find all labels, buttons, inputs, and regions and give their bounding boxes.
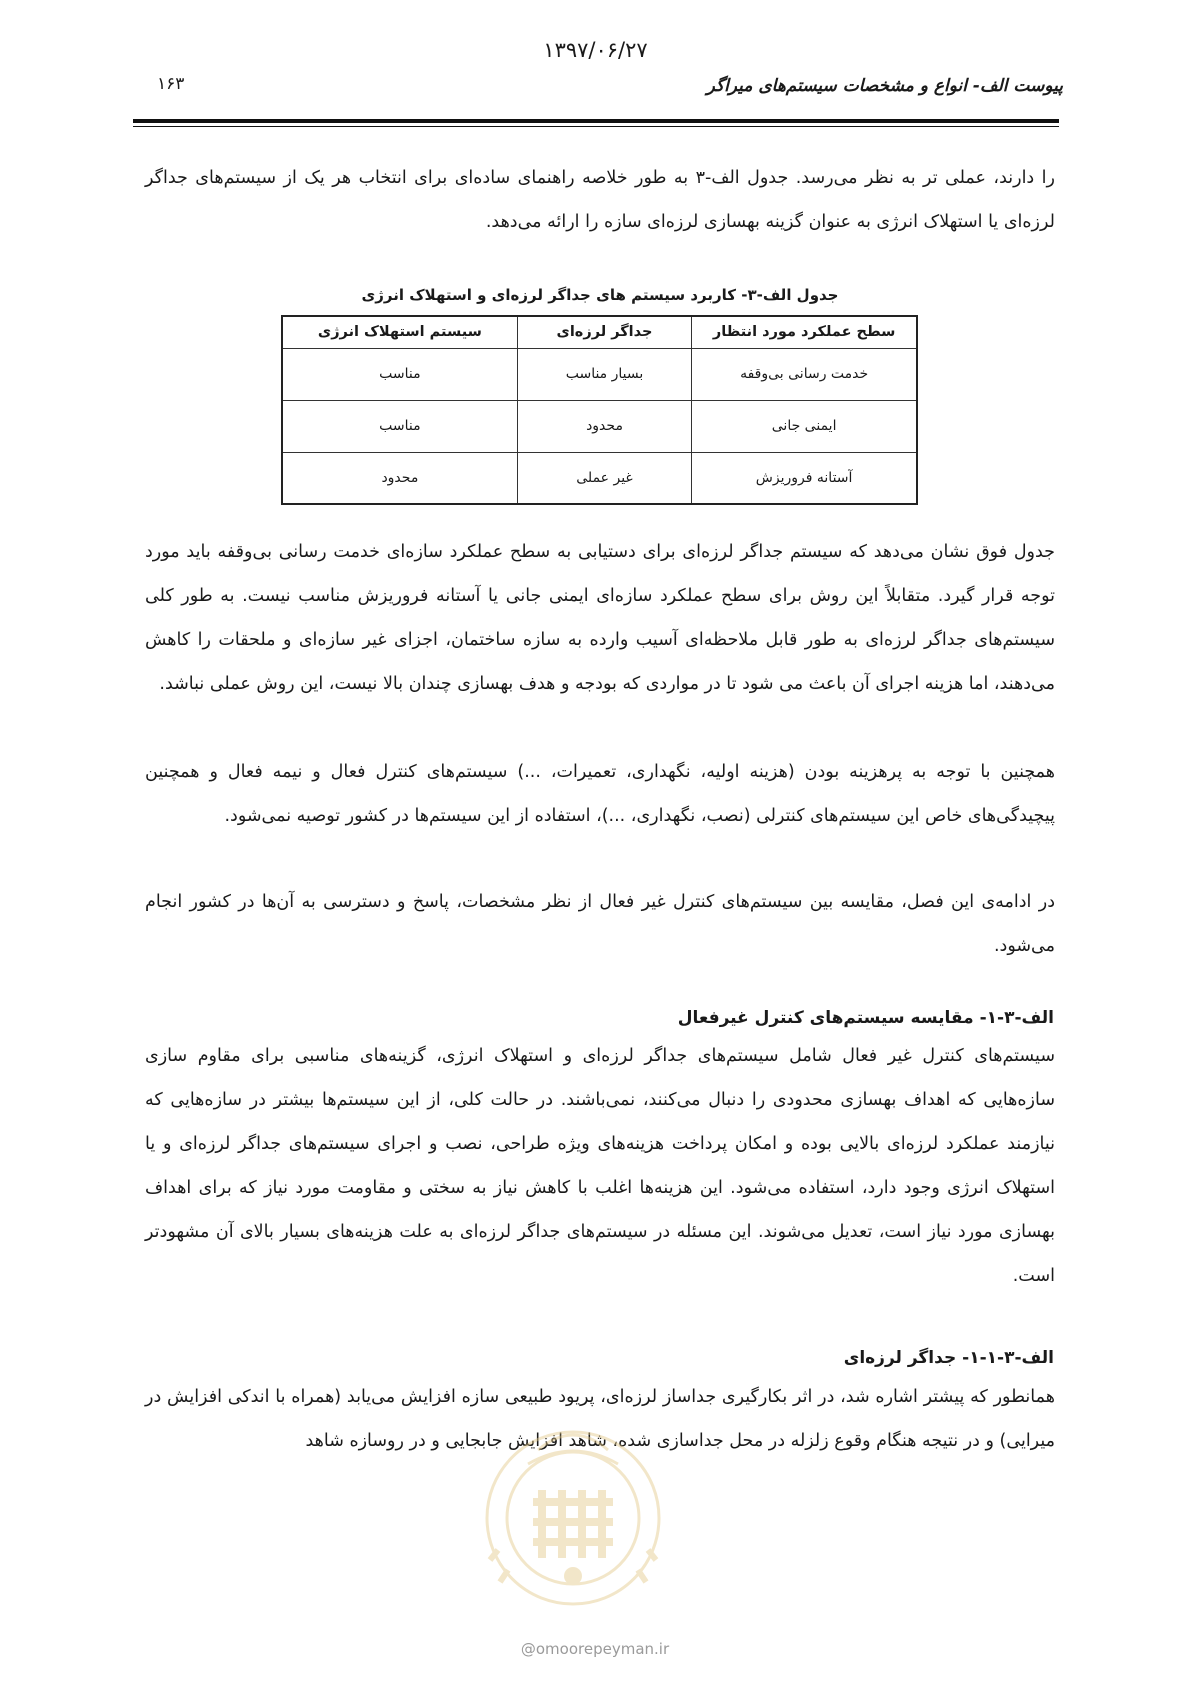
table-header-cell: سطح عملکرد مورد انتظار: [692, 316, 917, 348]
section-heading-passive-comparison: الف-۳-۱- مقایسه سیستم‌های کنترل غیرفعال: [677, 1008, 1054, 1028]
table-cell: محدود: [282, 452, 517, 504]
table-caption: جدول الف-۳- کاربرد سیستم های جداگر لرزه‌ای و استهلاک انرژی: [361, 286, 839, 304]
table-cell: بسیار مناسب: [517, 348, 691, 400]
header-rule-thin: [133, 126, 1059, 127]
table-cell: محدود: [517, 400, 691, 452]
table-cell: غیر عملی: [517, 452, 691, 504]
paragraph-chapter-continuation: در ادامه‌ی این فصل، مقایسه بین سیستم‌های کنترل غیر فعال از نظر مشخصات، پاسخ و دسترسی به آن‌ها در کشور انجام می‌شود.: [145, 892, 1055, 956]
paragraph-seismic-isolator: همانطور که پیشتر اشاره شد، در اثر بکارگیری جداساز لرزه‌ای، پریود طبیعی سازه افزایش می‌یابد (همراه با اندکی افزایش در میرایی) و در نتیجه هنگام وقوع زلزله در محل جداسازی شده، شاهد افزایش جابجایی و در روسازه شاهد: [145, 1387, 1055, 1451]
paragraph-table-discussion: جدول فوق نشان می‌دهد که سیستم جداگر لرزه‌ای برای دستیابی به سطح عملکرد سازه‌ای خدمت رسانی بی‌وقفه باید مورد توجه قرار گیرد. متقابلاً این روش برای سطح عملکرد سازه‌ای ایمنی جانی یا آستانه فروریزش مناسب نیست. به طور کلی سیستم‌های جداگر لرزه‌ای به طور قابل ملاحظه‌ای آسیب وارده به سازه ساختمان، اجزای غیر سازه‌ای و ملحقات را کاهش می‌دهند، اما هزینه اجرای آن باعث می شود تا در مواردی که بودجه و هدف بهسازی چندان بالا نیست، این روش عملی نباشد.: [145, 542, 1055, 694]
table-cell: خدمت رسانی بی‌وقفه: [692, 348, 917, 400]
page-date: ۱۳۹۷/۰۶/۲۷: [543, 38, 648, 62]
table-cell: مناسب: [282, 348, 517, 400]
page-number: ۱۶۳: [157, 74, 185, 94]
omoore-peyman-seal-icon: [478, 1400, 668, 1640]
table-header-row: [282, 316, 917, 348]
table-row: [282, 348, 917, 400]
applications-table: [281, 315, 918, 505]
table-cell: مناسب: [282, 400, 517, 452]
table-row: [282, 400, 917, 452]
table-cell: ایمنی جانی: [692, 400, 917, 452]
paragraph-passive-systems: سیستم‌های کنترل غیر فعال شامل سیستم‌های جداگر لرزه‌ای و استهلاک انرژی، گزینه‌های مناسبی برای مقاوم سازی سازه‌هایی که اهداف بهسازی محدودی را دنبال می‌کنند، نمی‌باشند. در حالت کلی، از این سیستم‌ها بیشتر در سازه‌هایی که نیازمند عملکرد لرزه‌ای بالایی بوده و امکان پرداخت هزینه‌های ویژه طراحی، نصب و اجرای سیستم‌های جداگر لرزه‌ای و یا استهلاک انرژی وجود دارد، استفاده می‌شود. این هزینه‌ها اغلب با کاهش نیاز به سختی و مقاومت مورد نیاز که برای اهداف بهسازی مورد نیاز است، تعدیل می‌شوند. این مسئله در سیستم‌های جداگر لرزه‌ای به علت هزینه‌های بسیار بالای آن مشهودتر است.: [145, 1046, 1055, 1286]
table-header-cell: سیستم استهلاک انرژی: [282, 316, 517, 348]
header-rule-thick: [133, 119, 1059, 123]
table-cell: آستانه فروریزش: [692, 452, 917, 504]
paragraph-intro: را دارند، عملی تر به نظر می‌رسد. جدول الف-۳ به طور خلاصه راهنمای ساده‌ای برای انتخاب هر یک از سیستم‌های جداگر لرزه‌ای یا استهلاک انرژی به عنوان گزینه بهسازی لرزه‌ای سازه را ارائه می‌دهد.: [145, 168, 1055, 232]
table-row: [282, 452, 917, 504]
watermark-url: @omoorepeyman.ir: [520, 1640, 670, 1658]
paragraph-active-systems: همچنین با توجه به پرهزینه بودن (هزینه اولیه، نگهداری، تعمیرات، ...) سیستم‌های کنترل فعال و نیمه فعال و همچنین پیچیدگی‌های خاص این سیستم‌های کنترلی (نصب، نگهداری، ...)، استفاده از این سیستم‌ها در کشور توصیه نمی‌شود.: [145, 762, 1055, 826]
running-header-title: پیوست الف- انواع و مشخصات سیستم‌های میراگر: [706, 76, 1063, 96]
table-header-cell: جداگر لرزه‌ای: [517, 316, 691, 348]
section-heading-seismic-isolator: الف-۳-۱-۱- جداگر لرزه‌ای: [843, 1348, 1054, 1368]
